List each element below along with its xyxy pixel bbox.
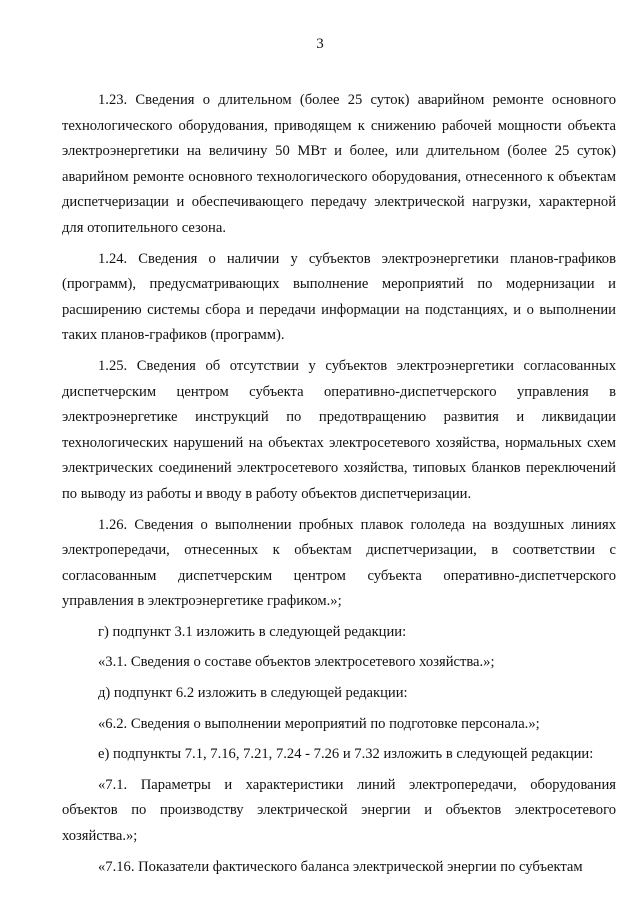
quote-7-16: «7.16. Показатели фактического баланса электрической энергии по субъектам	[98, 858, 583, 875]
quote-3-1: «3.1. Сведения о составе объектов электросетевого хозяйства.»;	[98, 654, 495, 671]
paragraph-1-25: 1.25. Сведения об отсутствии у субъектов электроэнергетики согласованных диспетчерским центром субъекта оперативно-диспетчерского управления в электроэнергетике инструкций по предотвращению развития и ликвидации технологических нарушений на объектах электросетевого хозяйства, нормальных схем электрических соединений электросетевого хозяйства, типовых бланков переключений по выводу из работы и вводу в работу объектов диспетчеризации.	[62, 357, 616, 502]
amendment-g: г) подпункт 3.1 изложить в следующей редакции:	[98, 623, 407, 640]
amendment-d: д) подпункт 6.2 изложить в следующей редакции:	[98, 685, 408, 702]
amendment-e: е) подпункты 7.1, 7.16, 7.21, 7.24 - 7.26 и 7.32 изложить в следующей редакции:	[98, 746, 594, 763]
document-body	[62, 88, 616, 885]
page-number: 3	[316, 36, 324, 52]
paragraph-1-24: 1.24. Сведения о наличии у субъектов электроэнергетики планов-графиков (программ), предусматривающих выполнение мероприятий по модернизации и расширению системы сбора и передачи информации на подстанциях, и о выполнении таких планов-графиков (программ).	[62, 250, 616, 344]
paragraph-1-26: 1.26. Сведения о выполнении пробных плавок гололеда на воздушных линиях электропередачи, отнесенных к объектам диспетчеризации, в соответствии с согласованным диспетчерским центром субъекта оперативно-диспетчерского управления в электроэнергетике графиком.»;	[62, 516, 616, 610]
paragraph-1-23: 1.23. Сведения о длительном (более 25 суток) аварийном ремонте основного технологического оборудования, приводящем к снижению рабочей мощности объекта электроэнергетики на величину 50 МВт и более, или длительном (более 25 суток) аварийном ремонте основного технологического оборудования, отнесенного к объектам диспетчеризации и обеспечивающего передачу электрической нагрузки, характерной для отопительного сезона.	[62, 92, 616, 236]
quote-6-2: «6.2. Сведения о выполнении мероприятий по подготовке персонала.»;	[98, 715, 540, 732]
quote-7-1: «7.1. Параметры и характеристики линий электропередачи, оборудования объектов по производству электрической энергии и объектов электросетевого хозяйства.»;	[62, 776, 616, 845]
